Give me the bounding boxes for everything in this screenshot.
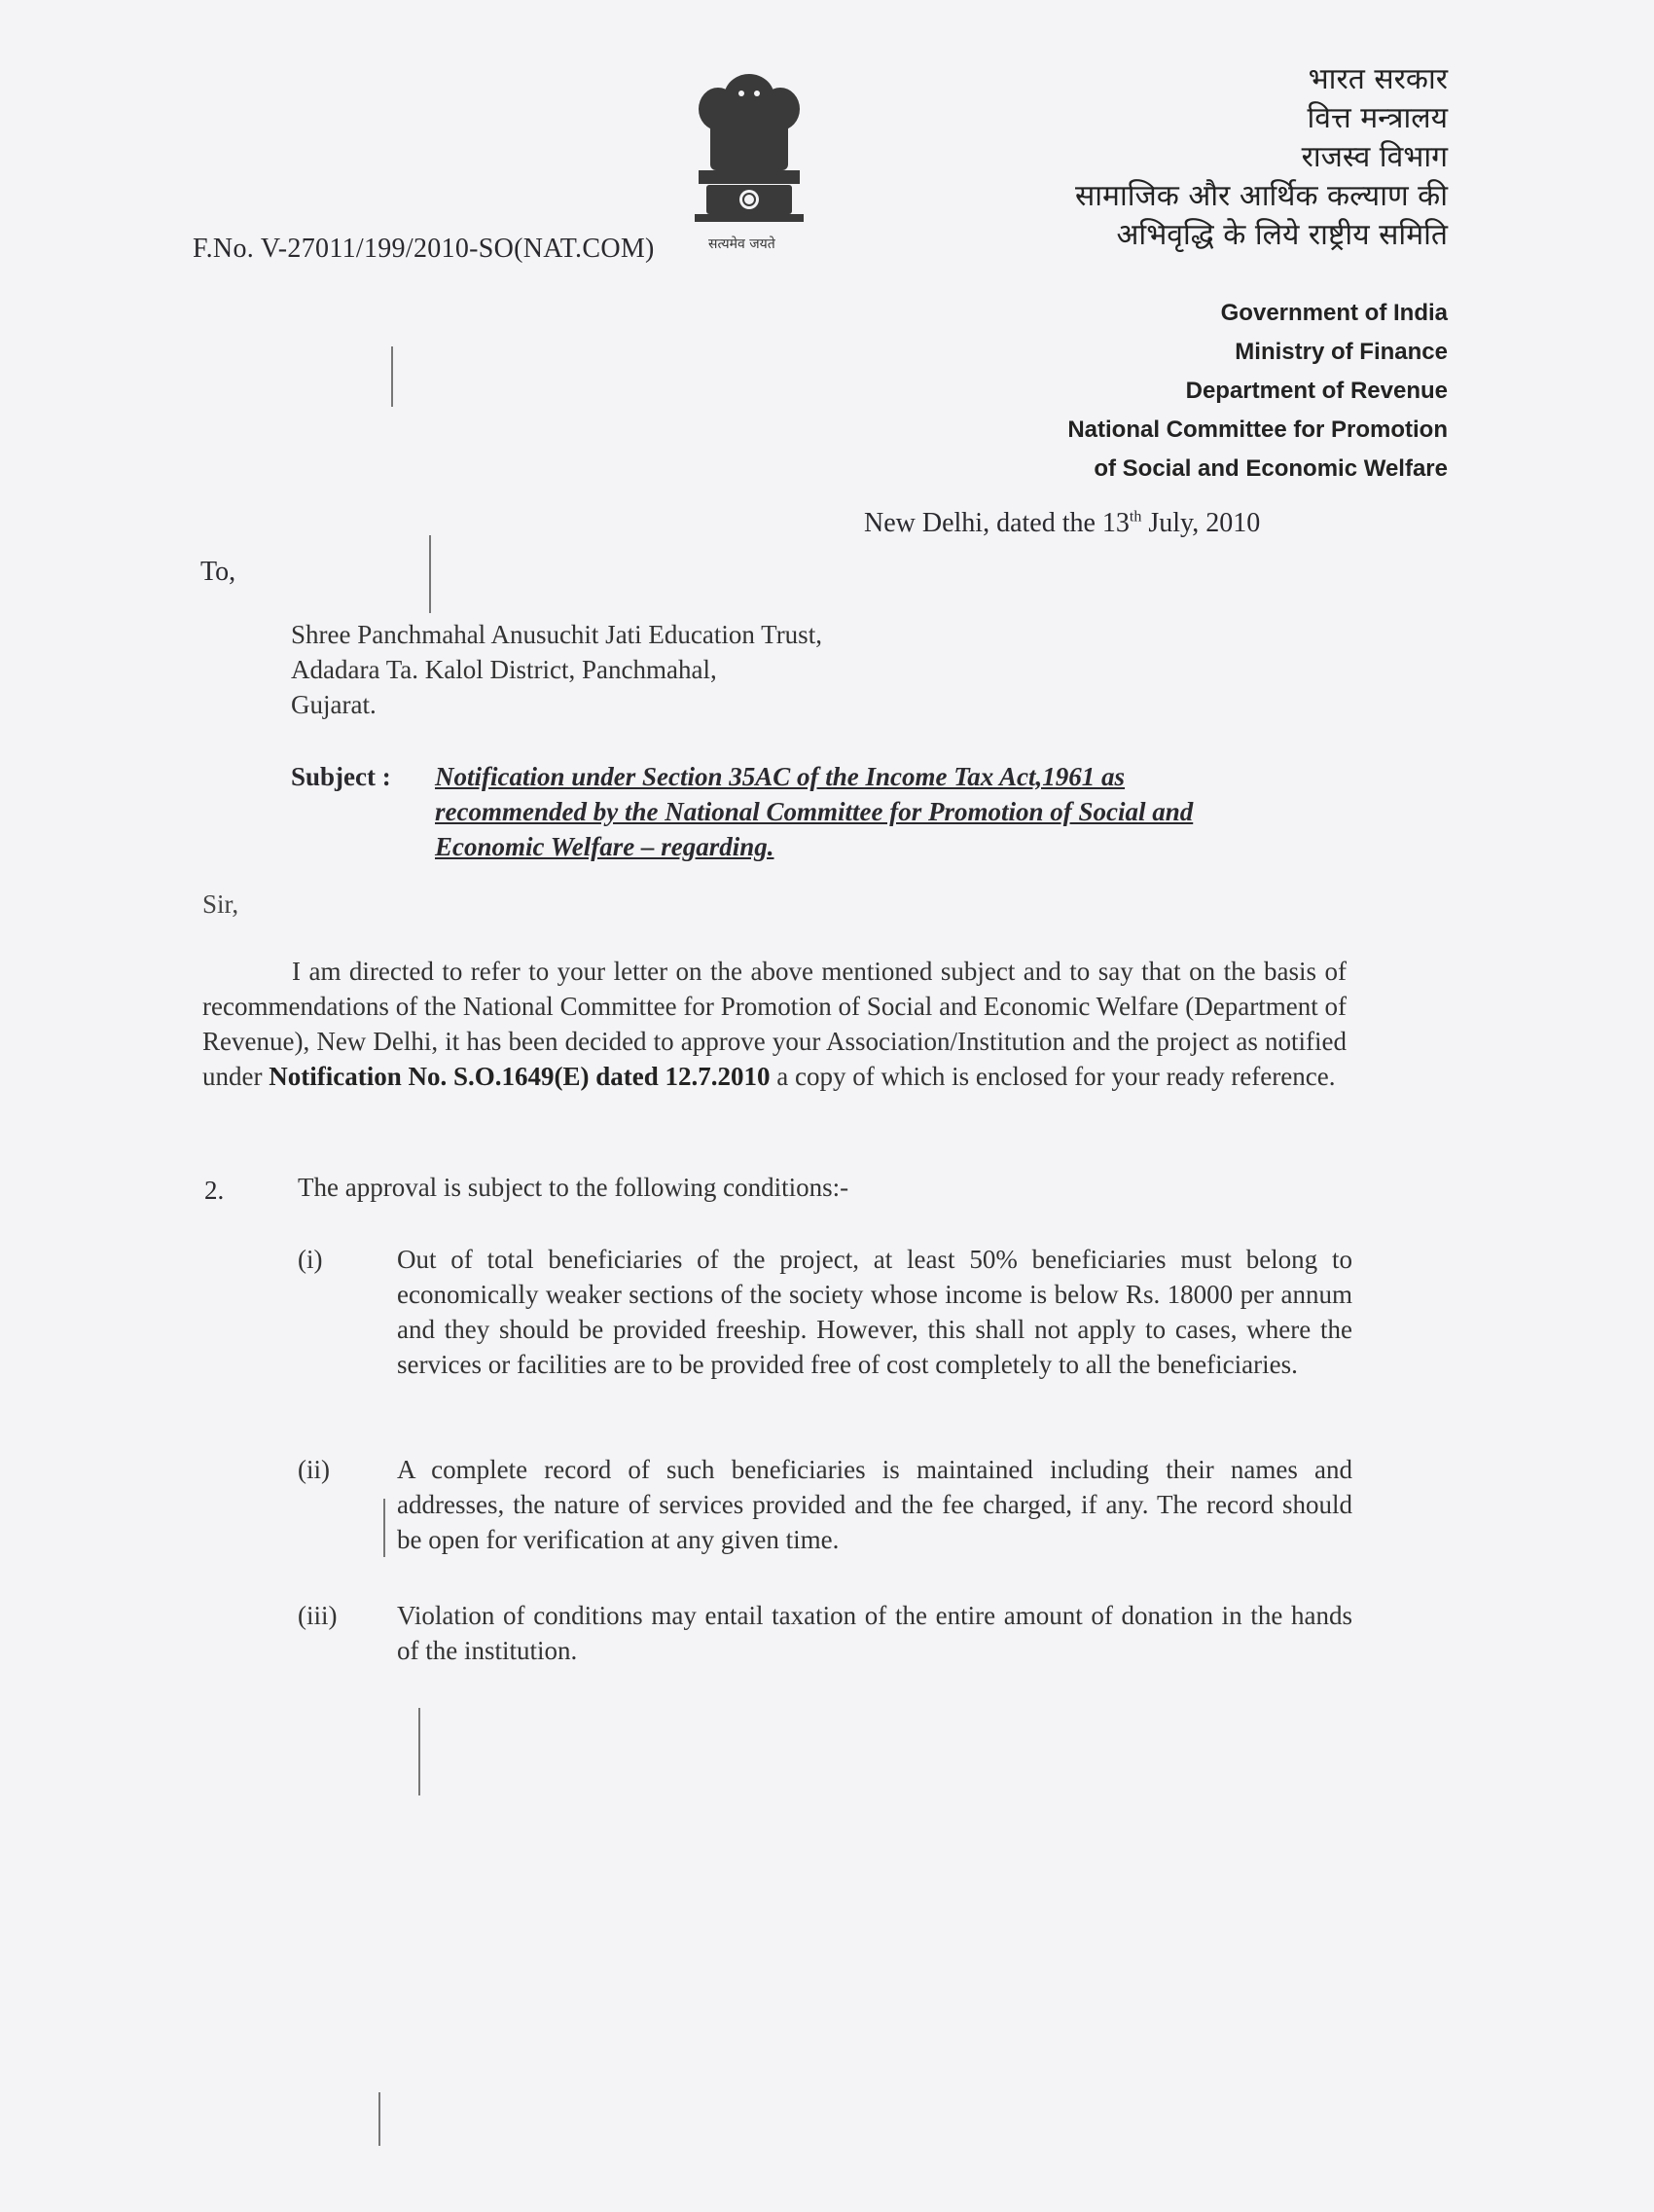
body-paragraph-1	[202, 954, 1347, 1094]
address-line: Adadara Ta. Kalol District, Panchmahal,	[291, 655, 717, 684]
letterhead-line: Government of India	[1220, 300, 1448, 326]
scan-mark	[429, 535, 431, 613]
address-line: Gujarat.	[291, 690, 377, 719]
letter-date	[864, 508, 1260, 539]
hindi-line: राजस्व विभाग	[1301, 140, 1448, 174]
condition-text: Out of total beneficiaries of the project, at least 50% beneficiaries must belong to economically weaker sections of the society whose income is below Rs. 18000 per annum and they should be provided freeship. However, this shall not apply to cases, where the services or facilities are to be provided free of cost completely to all the beneficiaries.	[397, 1245, 1352, 1379]
condition-item	[298, 1242, 1352, 1382]
condition-item	[298, 1452, 1352, 1557]
letterhead-line: Department of Revenue	[1185, 378, 1448, 404]
condition-number: (ii)	[298, 1455, 330, 1484]
condition-text: A complete record of such beneficiaries is maintained including their names and addresses, the nature of services provided and the fee charged, if any. The record should be open for verification at any given time.	[397, 1455, 1352, 1554]
scan-mark	[418, 1708, 420, 1795]
date-month-year: July, 2010	[1148, 508, 1261, 538]
condition-text: Violation of conditions may entail taxation of the entire amount of donation in the hands of the institution.	[397, 1601, 1352, 1665]
letterhead-line: of Social and Economic Welfare	[1094, 455, 1448, 482]
subject-label: Subject :	[291, 762, 391, 791]
letterhead-line: National Committee for Promotion	[1067, 417, 1448, 443]
para1-text-end: a copy of which is enclosed for your ready reference.	[770, 1062, 1336, 1091]
paragraph-number: 2.	[204, 1176, 225, 1205]
condition-number: (i)	[298, 1245, 323, 1274]
body-paragraph-2: The approval is subject to the following conditions:-	[298, 1173, 849, 1202]
scan-mark	[378, 2092, 380, 2146]
address-line: Shree Panchmahal Anusuchit Jati Education Trust,	[291, 620, 822, 649]
para1-text: I am directed to refer to your letter on the above mentioned subject and to say that on the basis of recommendations of the National Committee for Promotion of Social and Economic Welfare (Department of Revenue), New Delhi, it has been decided to approve your Association/Institution and the project as notified under	[202, 957, 1347, 1091]
condition-number: (iii)	[298, 1601, 338, 1630]
date-suffix: th	[1129, 508, 1142, 526]
hindi-letterhead	[1075, 60, 1448, 255]
date-day: 13	[1101, 508, 1130, 538]
hindi-line: सामाजिक और आर्थिक कल्याण की	[1075, 179, 1448, 213]
state-emblem-icon	[681, 58, 817, 234]
hindi-line: वित्त मन्त्रालय	[1307, 101, 1448, 135]
notification-reference: Notification No. S.O.1649(E) dated 12.7.2010	[269, 1062, 771, 1091]
letterhead-line: Ministry of Finance	[1235, 339, 1448, 365]
subject-text: Notification under Section 35AC of the Income Tax Act,1961 as recommended by the National Committee for Promotion of Social and Economic Welfare – regarding.	[435, 762, 1194, 861]
hindi-line: भारत सरकार	[1308, 62, 1448, 96]
emblem-motto: सत्यमेव जयते	[708, 236, 775, 252]
condition-item	[298, 1598, 1352, 1668]
date-prefix: New Delhi, dated the	[864, 508, 1096, 538]
english-letterhead	[1067, 294, 1448, 489]
to-label: To,	[200, 557, 236, 587]
file-number: F.No. V-27011/199/2010-SO(NAT.COM)	[193, 234, 655, 264]
recipient-address	[291, 617, 822, 722]
hindi-line: अभिवृद्धि के लिये राष्ट्रीय समिति	[1116, 218, 1448, 252]
scan-mark	[391, 346, 393, 407]
scan-mark	[383, 1499, 385, 1557]
salutation: Sir,	[202, 889, 239, 919]
